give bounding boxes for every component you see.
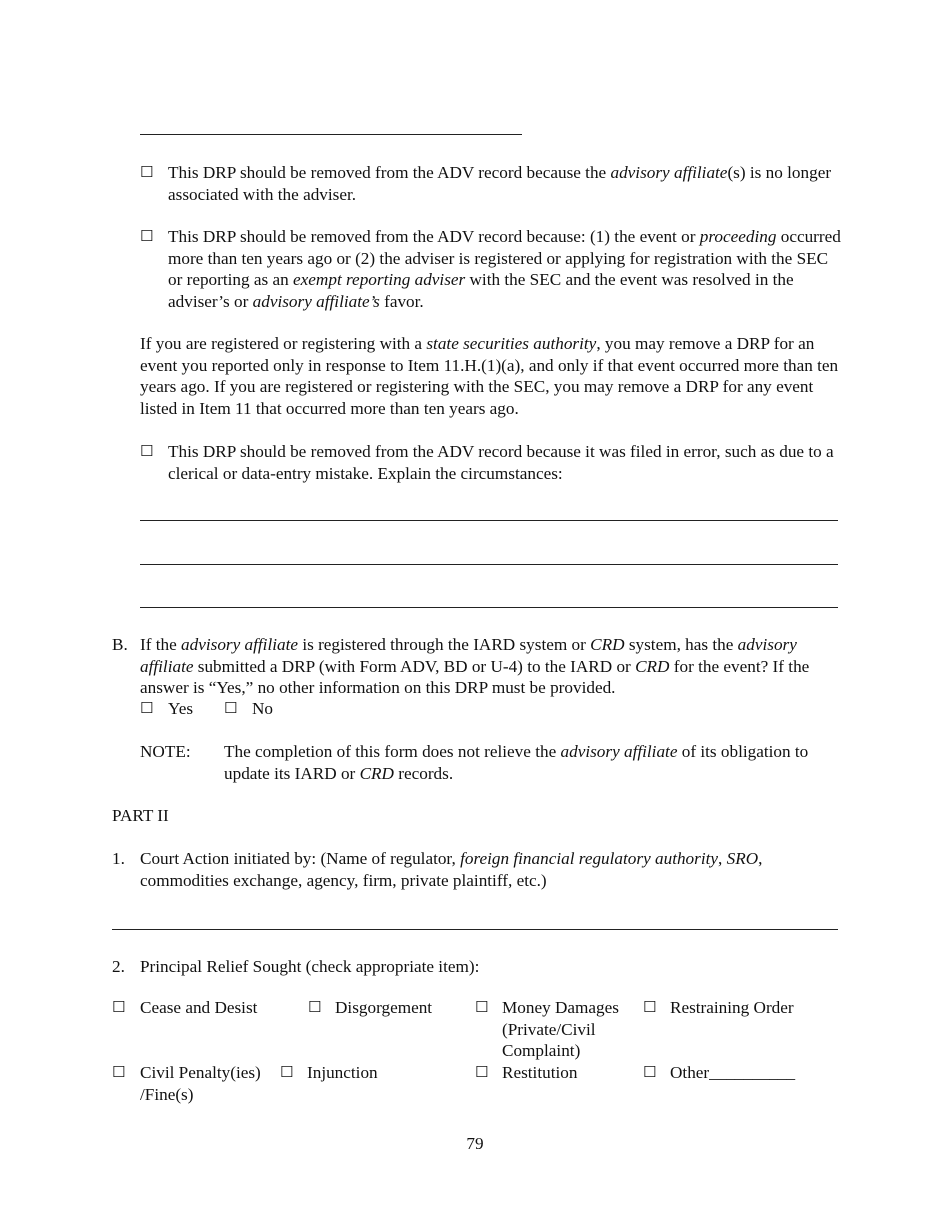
ten-years-checkbox[interactable]: ☐ (140, 227, 154, 245)
explanation-line-3[interactable] (140, 607, 838, 608)
disgorgement-checkbox[interactable]: ☐ (308, 998, 322, 1016)
section-b-label: B. (112, 635, 128, 654)
restitution-label: Restitution (502, 1063, 578, 1082)
question-2-number: 2. (112, 957, 125, 976)
state-authority-paragraph: If you are registered or registering with a state securities authority, you may remove a DRP for an event you reported only in response to Item 11.H.(1)(a), and only if that event occurred more than ten years ago. If you are registered or registering with the SEC, you may remove a DRP for any event listed in Item 11 that occurred more than ten years ago. (140, 334, 839, 418)
page-number: 79 (466, 1134, 484, 1153)
restraining-order-checkbox[interactable]: ☐ (643, 998, 657, 1016)
court-action-answer-line[interactable] (112, 929, 838, 930)
note-label: NOTE: (140, 742, 191, 761)
affiliate-removed-text: This DRP should be removed from the ADV record because the advisory affiliate(s) is no longer associated with the adviser. (168, 163, 832, 204)
money-damages-checkbox[interactable]: ☐ (475, 998, 489, 1016)
restitution-checkbox[interactable]: ☐ (475, 1063, 489, 1081)
ten-years-text: This DRP should be removed from the ADV record because: (1) the event or proceeding occurred more than ten years ago or (2) the adviser is registered or applying for registration with the SEC or reporting as an exempt reporting adviser with the SEC and the event was resolved in the adviser’s or advisory affiliate’s favor. (168, 227, 841, 311)
cease-and-desist-label: Cease and Desist (140, 998, 258, 1017)
injunction-label: Injunction (307, 1063, 378, 1082)
other-label[interactable]: Other__________ (670, 1063, 796, 1082)
money-damages-label: Money Damages (Private/Civil Complaint) (502, 998, 619, 1061)
disgorgement-label: Disgorgement (335, 998, 433, 1017)
filed-in-error-checkbox[interactable]: ☐ (140, 442, 154, 460)
question-2-text: Principal Relief Sought (check appropriate item): (140, 957, 480, 976)
question-1-number: 1. (112, 849, 125, 868)
cease-and-desist-checkbox[interactable]: ☐ (112, 998, 126, 1016)
restraining-order-label: Restraining Order (670, 998, 794, 1017)
no-label: No (252, 699, 274, 718)
yes-label: Yes (168, 699, 194, 718)
filed-in-error-text: This DRP should be removed from the ADV record because it was filed in error, such as due to a clerical or data-entry mistake. Explain the circumstances: (168, 442, 834, 483)
top-rule (140, 134, 522, 135)
explanation-line-2[interactable] (140, 564, 838, 565)
no-checkbox[interactable]: ☐ (224, 699, 238, 717)
yes-checkbox[interactable]: ☐ (140, 699, 154, 717)
section-b-question: If the advisory affiliate is registered through the IARD system or CRD system, has the advisory affiliate submitted a DRP (with Form ADV, BD or U-4) to the IARD or CRD for the event? If the answer is “Yes,” no other information on this DRP must be provided. (140, 635, 810, 698)
note-text: The completion of this form does not relieve the advisory affiliate of its obligation to update its IARD or CRD records. (224, 742, 809, 783)
explanation-line-1[interactable] (140, 520, 838, 521)
civil-penalties-checkbox[interactable]: ☐ (112, 1063, 126, 1081)
other-checkbox[interactable]: ☐ (643, 1063, 657, 1081)
question-1-text: Court Action initiated by: (Name of regulator, foreign financial regulatory authority, SRO, commodities exchange, agency, firm, private plaintiff, etc.) (140, 849, 763, 890)
part-two-heading: PART II (112, 806, 169, 825)
civil-penalties-label: Civil Penalty(ies) /Fine(s) (140, 1063, 261, 1104)
affiliate-removed-checkbox[interactable]: ☐ (140, 163, 154, 181)
injunction-checkbox[interactable]: ☐ (280, 1063, 294, 1081)
